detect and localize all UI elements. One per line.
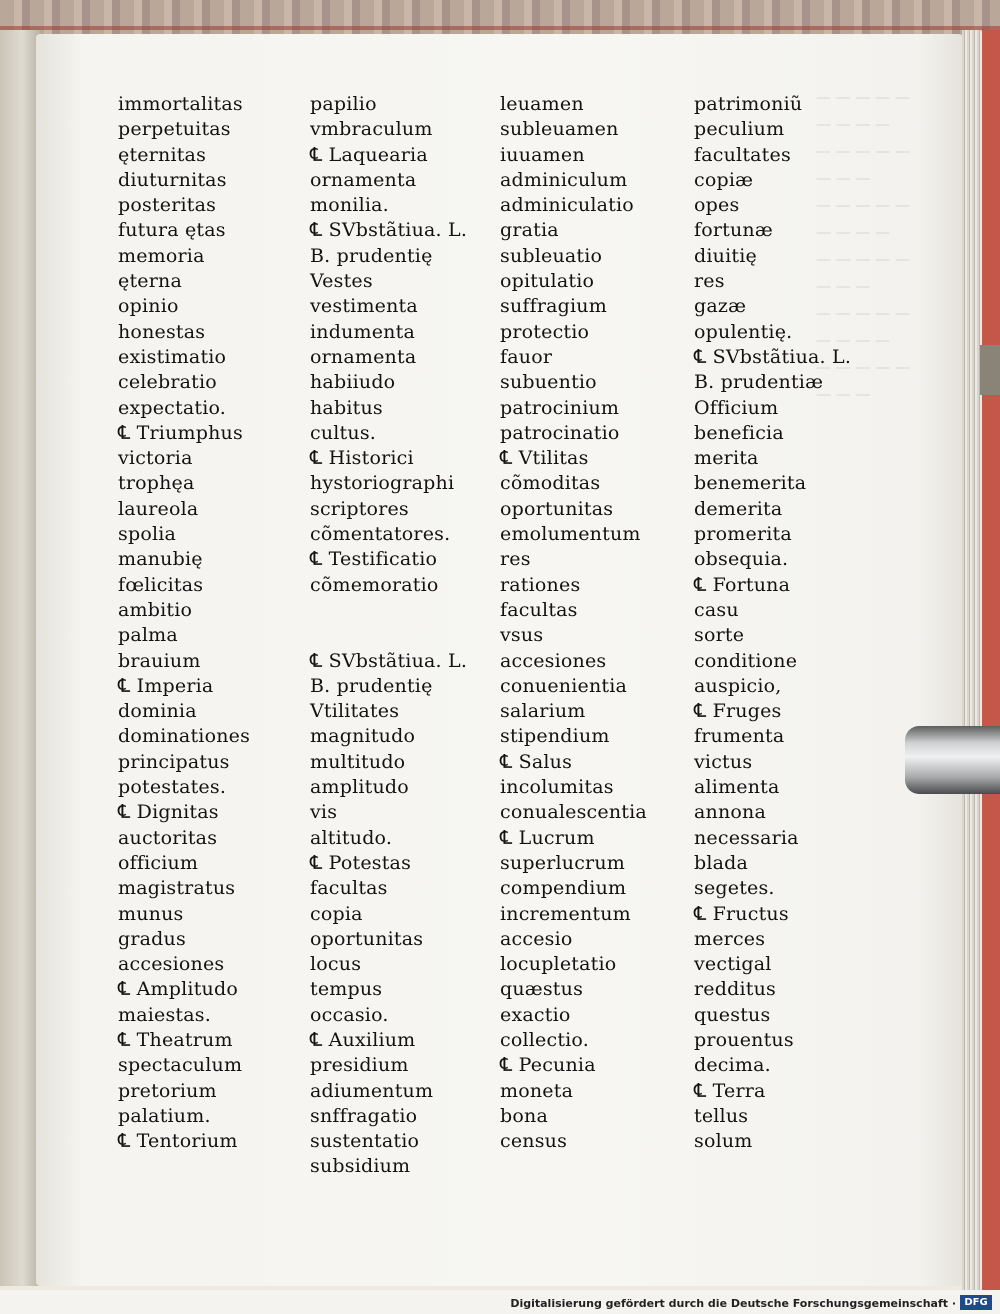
column-3-word: collectio. [500,1028,589,1051]
column-1-word: potestates. [118,776,227,799]
column-2-word: cultus. [310,421,377,444]
column-3-word: patrocinium [500,396,620,419]
column-2-word: vis [310,801,338,824]
column-2-word: ℄ Laquearia [310,143,428,166]
column-4-word: necessaria [694,826,799,849]
column-1-word: gradus [118,927,186,950]
column-1-word: spolia [118,523,177,546]
column-2-word: cõmentatores. [310,523,451,546]
column-1-word: brauium [118,649,201,672]
column-3-word: subleuatio [500,244,603,267]
column-2-word: B. prudentię [310,674,433,697]
column-1-word: ℄ Imperia [118,674,214,697]
column-4-word: decima. [694,1054,771,1077]
column-2-word: ℄ SVbstãtiua. L. [310,219,468,242]
column-4-word: B. prudentiæ [694,371,824,394]
column-4-word: peculium [694,118,785,141]
column-3-word: subleuamen [500,118,619,141]
column-4-word: patrimoniũ [694,93,803,115]
column-3-word: incolumitas [500,776,614,799]
column-1-word: ambitio [118,598,193,621]
column-1-word: pretorium [118,1079,217,1102]
column-1-word: magistratus [118,877,236,900]
column-3-word: cõmoditas [500,472,601,495]
column-4-word: diuitię [694,244,757,267]
column-1-word: dominia [118,700,197,723]
left-page-edge [0,30,40,1286]
column-2-word: ℄ SVbstãtiua. L. [310,649,468,672]
column-1-word: ℄ Tentorium [118,1130,238,1153]
column-2-word: habiiudo [310,371,396,394]
column-3-word: emolumentum [500,523,641,546]
column-1-word: victoria [118,447,193,470]
column-2-word: presidium [310,1054,409,1077]
column-4-word: alimenta [694,776,780,799]
column-1-word: existimatio [118,345,227,368]
column-4-word: annona [694,801,767,824]
column-4-word: obsequia. [694,548,789,571]
column-1-word: ℄ Theatrum [118,1028,233,1051]
column-1-word: posteritas [118,194,217,217]
column-3-word: leuamen [500,93,584,115]
column-2-word: ℄ Historici [310,447,414,470]
column-1-word: honestas [118,320,206,343]
column-4-word: opulentię. [694,320,793,343]
column-4-word: gazæ [694,295,747,318]
column-3-word: accesio [500,927,573,950]
column-1-word: auctoritas [118,826,218,849]
column-4-word: opes [694,194,740,217]
column-1-word: ℄ Amplitudo [118,978,238,1001]
column-2-word: habitus [310,396,383,419]
column-3-word: exactio [500,1003,571,1026]
column-1-word: principatus [118,750,230,773]
show-through-text: — — — — — — — — — — — — — — — — — — — — — — — — — — — — — — — — — — — — — — — — — — — — — — — — — — — [816,88,911,403]
dfg-logo-icon: DFG [960,1295,992,1310]
column-3-word: ℄ Salus [500,750,573,773]
cover-edge [982,30,1000,1292]
column-2-word: Vtilitates [310,700,400,723]
column-2-word: snffragatio [310,1104,418,1127]
column-2-word: ℄ Potestas [310,851,412,874]
column-2-word: altitudo. [310,826,393,849]
column-1-word: munus [118,902,184,925]
column-4-word: frumenta [694,725,785,748]
column-1-word: accesiones [118,953,225,976]
column-1-word: fœlicitas [118,573,204,596]
funding-credit: Digitalisierung gefördert durch die Deutsche Forschungsgemeinschaft · [510,1297,956,1310]
column-2-word: indumenta [310,320,415,343]
column-4-word: res [694,270,725,293]
column-2-word: Vestes [310,270,373,293]
column-3-word: adminiculatio [500,194,634,217]
column-2-word: hystoriographi [310,472,455,495]
column-3-word: stipendium [500,725,610,748]
column-4-word: questus [694,1003,771,1026]
column-2-word: oportunitas [310,927,424,950]
column-1-word: memoria [118,244,205,267]
column-2-word: cõmemoratio [310,573,439,596]
column-1-word: futura ętas [118,219,226,242]
column-3-word: facultas [500,598,578,621]
column-1-word: ęternitas [118,143,207,166]
column-3-word: vsus [500,624,544,647]
column-3-word: fauor [500,345,553,368]
column-4-word: conditione [694,649,798,672]
column-3-word: census [500,1130,568,1153]
column-3-word: opitulatio [500,270,595,293]
column-3-word: incrementum [500,902,631,925]
column-4-word: facultates [694,143,791,166]
column-1-word: ęterna [118,270,182,293]
column-2-word: vestimenta [310,295,418,318]
column-4-word: ℄ Fructus [694,902,789,925]
column-1-word: perpetuitas [118,118,231,141]
column-1-word: spectaculum [118,1054,243,1077]
column-3-word: accesiones [500,649,607,672]
column-3-word: rationes [500,573,581,596]
column-4-word: casu [694,598,739,621]
column-1-word: manubię [118,548,203,571]
column-2-word: copia [310,902,363,925]
column-1-word: maiestas. [118,1003,211,1026]
column-3-word: subuentio [500,371,597,394]
column-3-word: protectio [500,320,590,343]
column-4-word: prouentus [694,1028,794,1051]
column-1-word: dominationes [118,725,251,748]
column-1-word: ℄ Triumphus [118,421,243,444]
column-4-word: redditus [694,978,776,1001]
column-4-word: ℄ Fruges [694,700,782,723]
word-column-3 [500,92,647,1154]
column-2-word: monilia. [310,194,389,217]
column-3-word: moneta [500,1079,574,1102]
column-4-word: Officium [694,396,779,419]
ribbon-tab [980,345,1000,395]
column-4-word: vectigal [694,953,772,976]
column-3-word: superlucrum [500,851,625,874]
column-1-word: palatium. [118,1104,211,1127]
column-2-word [310,623,467,648]
column-4-word: victus [694,750,753,773]
column-4-word: tellus [694,1104,749,1127]
column-3-word: patrocinatio [500,421,620,444]
column-2-word: sustentatio [310,1130,420,1153]
column-4-word: ℄ SVbstãtiua. L. [694,345,852,368]
footer-bar [0,1290,1000,1314]
column-2-word: adiumentum [310,1079,434,1102]
column-3-word: oportunitas [500,497,614,520]
column-3-word: quæstus [500,978,584,1001]
column-4-word: merita [694,447,759,470]
column-3-word: adminiculum [500,168,628,191]
column-4-word: ℄ Terra [694,1079,766,1102]
column-3-word: compendium [500,877,627,900]
column-2-word: multitudo [310,750,406,773]
column-3-word: bona [500,1104,548,1127]
column-4-word: copiæ [694,168,754,191]
column-3-word: res [500,548,531,571]
column-2-word: magnitudo [310,725,416,748]
column-4-word: ℄ Fortuna [694,573,791,596]
column-3-word: salarium [500,700,586,723]
column-2-word: B. prudentię [310,244,433,267]
column-4-word: beneficia [694,421,784,444]
column-1-word: ℄ Dignitas [118,801,219,824]
column-4-word: fortunæ [694,219,773,242]
column-3-word: conuenientia [500,674,628,697]
word-column-2 [310,92,467,1180]
column-3-word: ℄ Lucrum [500,826,595,849]
column-4-word: segetes. [694,877,775,900]
column-1-word: diuturnitas [118,168,227,191]
column-2-word: scriptores [310,497,409,520]
column-2-word [310,598,467,623]
column-2-word: vmbraculum [310,118,433,141]
column-2-word: facultas [310,877,388,900]
column-4-word: blada [694,851,749,874]
column-2-word: ornamenta [310,345,417,368]
word-column-4 [694,92,851,1154]
word-column-1 [118,92,250,1154]
column-1-word: celebratio [118,371,217,394]
column-2-word: ornamenta [310,168,417,191]
column-2-word: ℄ Testificatio [310,548,438,571]
column-3-word: conualescentia [500,801,647,824]
column-2-word: occasio. [310,1003,389,1026]
column-1-word: immortalitas [118,93,243,115]
column-2-word: locus [310,953,362,976]
column-3-word: ℄ Pecunia [500,1054,596,1077]
column-1-word: palma [118,624,178,647]
column-2-word: amplitudo [310,776,409,799]
column-3-word: gratia [500,219,559,242]
column-2-word: ℄ Auxilium [310,1028,416,1051]
column-1-word: laureola [118,497,199,520]
column-4-word: auspicio, [694,674,782,697]
column-2-word: tempus [310,978,383,1001]
column-4-word: promerita [694,523,792,546]
column-3-word: iuuamen [500,143,585,166]
column-4-word: benemerita [694,472,807,495]
column-3-word: suffragium [500,295,607,318]
column-3-word: ℄ Vtilitas [500,447,589,470]
column-1-word: trophęa [118,472,195,495]
column-4-word: demerita [694,497,783,520]
column-4-word: solum [694,1130,753,1153]
column-1-word: opinio [118,295,179,318]
column-1-word: expectatio. [118,396,227,419]
column-1-word: officium [118,851,199,874]
column-2-word: subsidium [310,1155,411,1178]
column-3-word: locupletatio [500,953,617,976]
column-4-word: sorte [694,624,745,647]
column-2-word: papilio [310,93,377,115]
column-4-word: merces [694,927,766,950]
